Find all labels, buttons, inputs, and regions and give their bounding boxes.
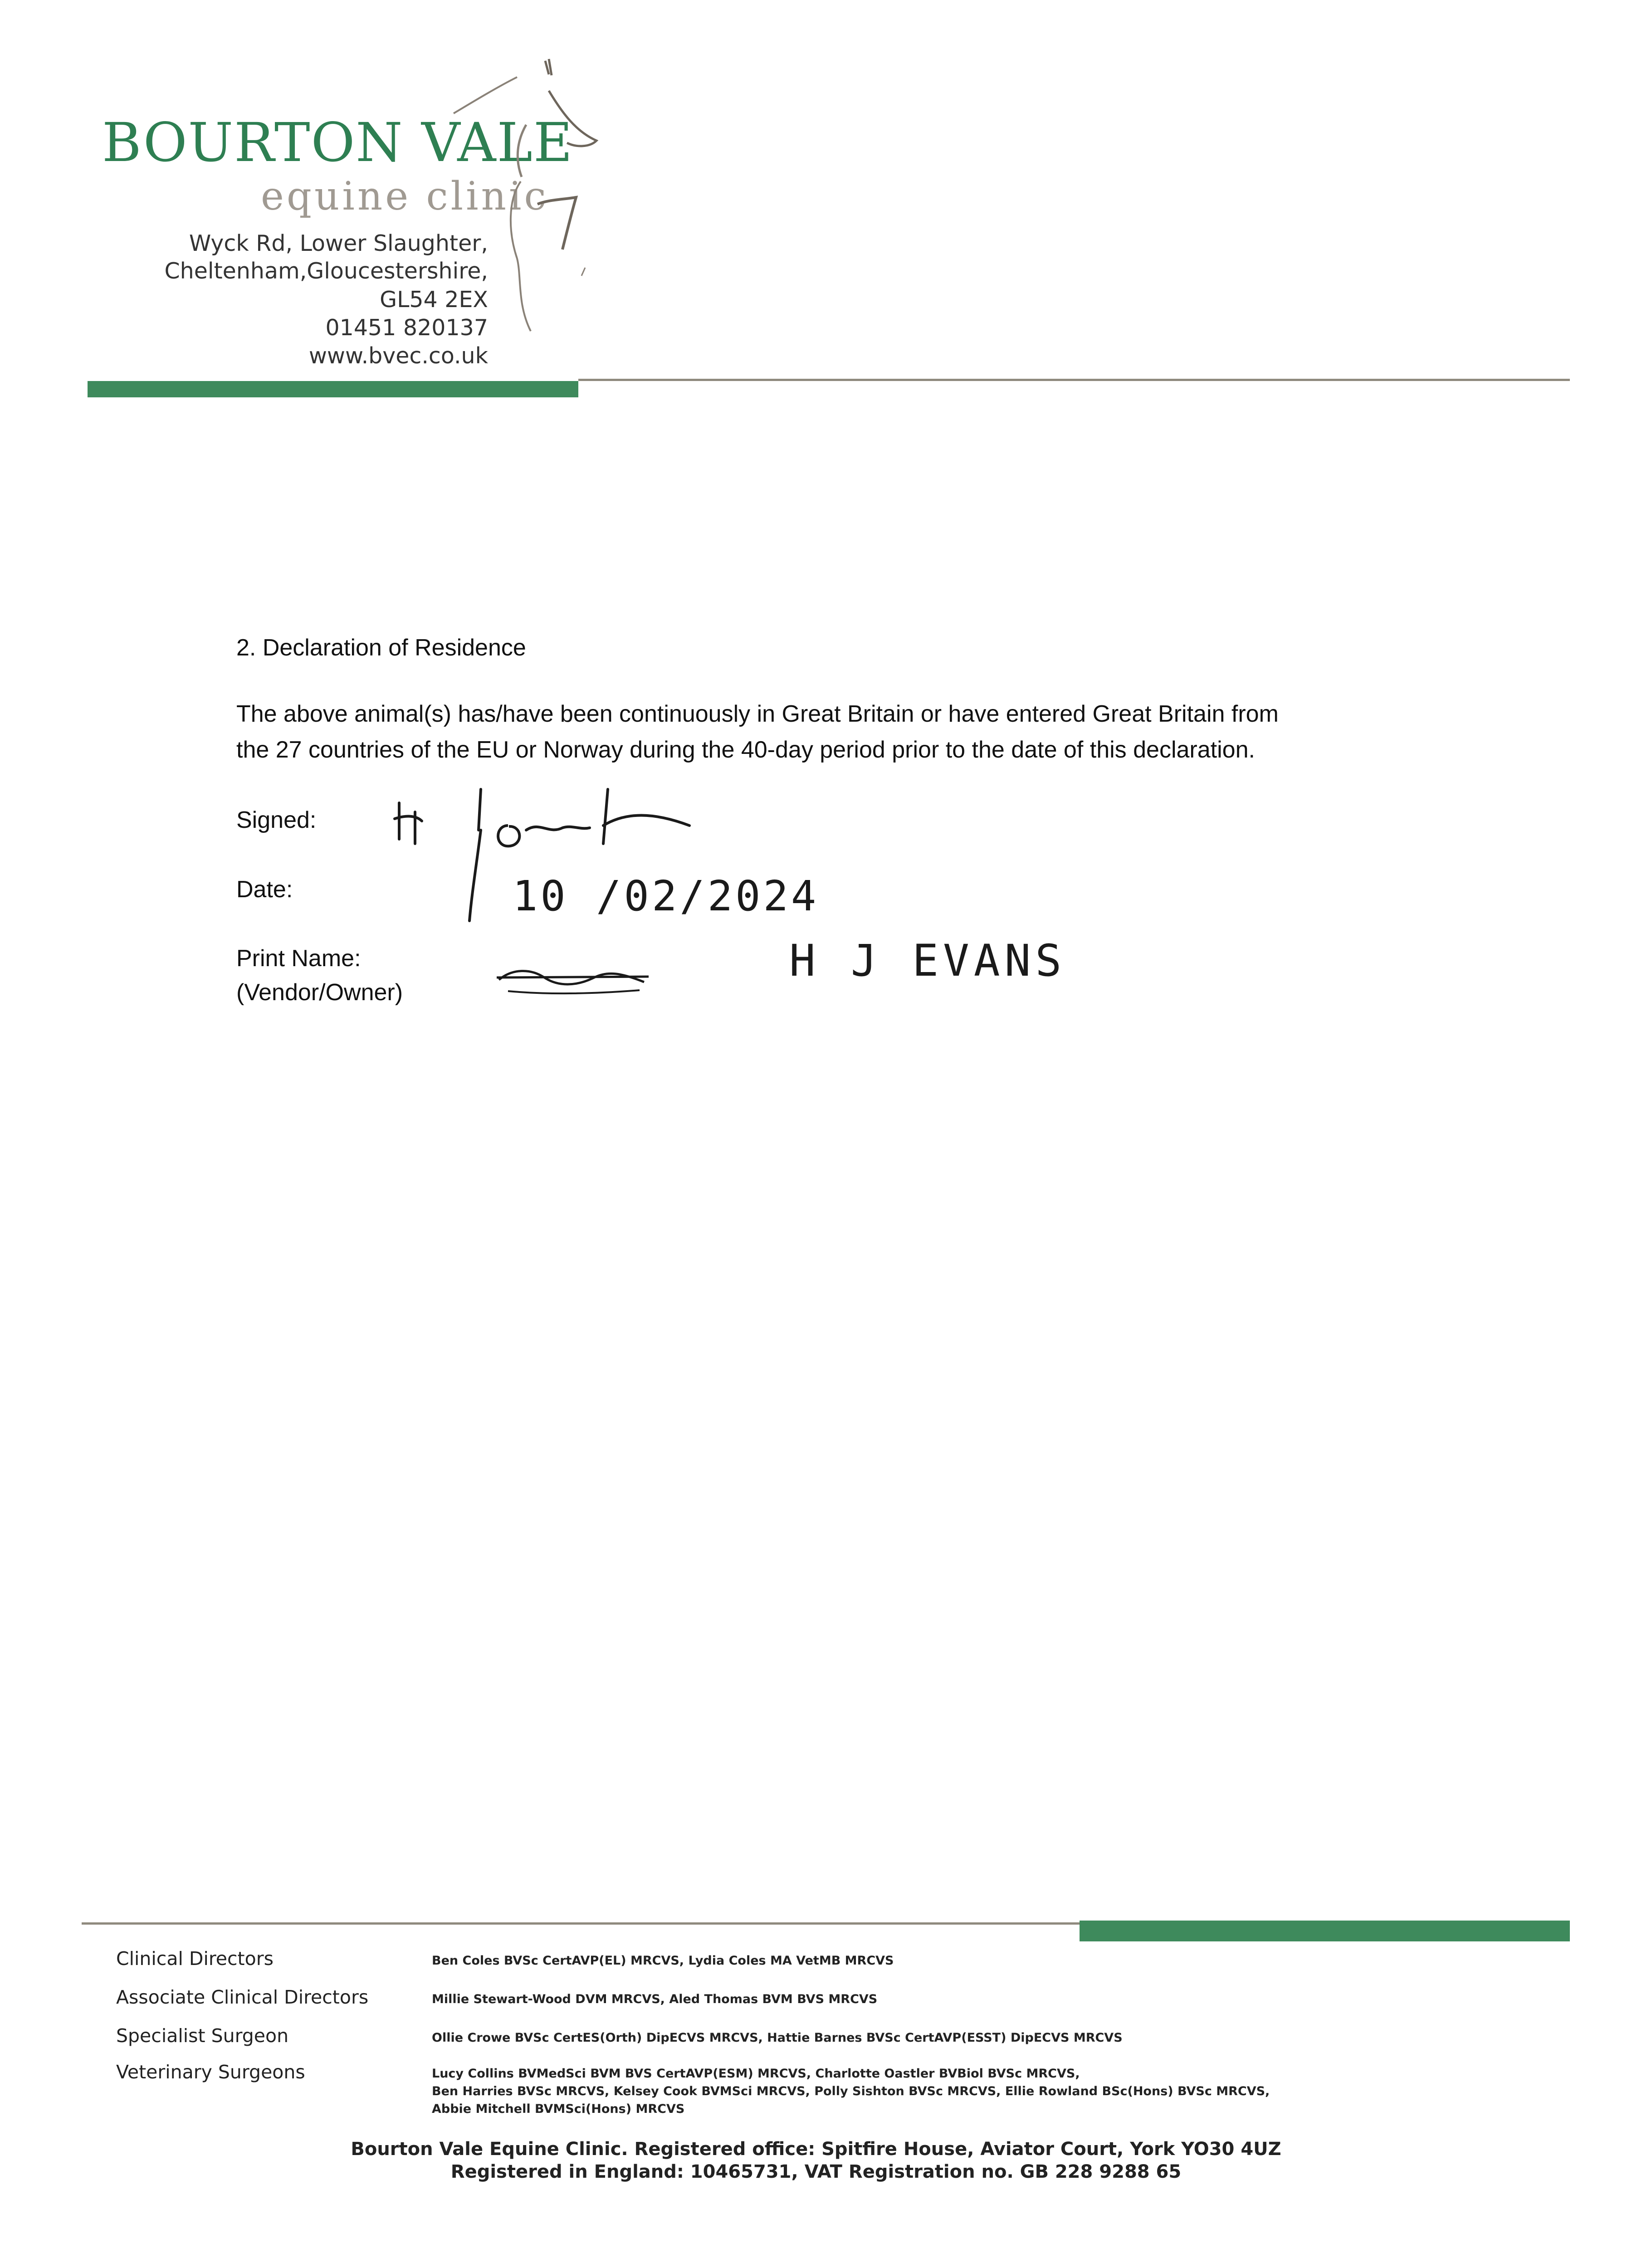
names-veterinary-surgeons-line-1: Lucy Collins BVMedSci BVM BVS CertAVP(ESM) MRCVS, Charlotte Oastler BVBiol BVSc MRCVS, [432,2067,1080,2081]
role-clinical-directors: Clinical Directors [116,1948,274,1970]
address-website: www.bvec.co.uk [308,343,488,369]
company-registration: Registered in England: 10465731, VAT Registration no. GB 228 9288 65 [450,2161,1182,2182]
address-postcode: GL54 2EX [380,287,488,313]
names-associate-clinical-directors: Millie Stewart-Wood DVM MRCVS, Aled Thomas BVM BVS MRCVS [432,1992,878,2006]
section-heading: 2. Declaration of Residence [236,635,526,661]
names-clinical-directors: Ben Coles BVSc CertAVP(EL) MRCVS, Lydia Coles MA VetMB MRCVS [432,1954,894,1968]
address-line-2: Cheltenham,Gloucestershire, [164,258,488,284]
role-specialist-surgeon: Specialist Surgeon [116,2025,289,2047]
role-veterinary-surgeons: Veterinary Surgeons [116,2061,305,2083]
names-veterinary-surgeons-line-3: Abbie Mitchell BVMSci(Hons) MRCVS [432,2102,685,2116]
crossed-out-scribble [494,959,658,1000]
names-veterinary-surgeons-line-2: Ben Harries BVSc MRCVS, Kelsey Cook BVMSci MRCVS, Polly Sishton BVSc MRCVS, Ellie Rowland BSc(Hons) BVSc MRCVS, [432,2084,1270,2098]
print-name-label: Print Name: [236,945,361,972]
print-name-sublabel: (Vendor/Owner) [236,979,403,1006]
footer-rule [82,1922,1080,1925]
role-associate-clinical-directors: Associate Clinical Directors [116,1986,369,2008]
signed-label: Signed: [236,807,317,833]
declaration-text-line-2: the 27 countries of the EU or Norway during the 40-day period prior to the date of this declaration. [236,737,1255,763]
footer-green-bar [1080,1921,1570,1941]
header-rule [578,379,1570,381]
address-phone: 01451 820137 [325,315,488,341]
clinic-subtitle: equine clinic [261,174,549,219]
address-line-1: Wyck Rd, Lower Slaughter, [189,230,488,256]
registered-office: Bourton Vale Equine Clinic. Registered office: Spitfire House, Aviator Court, York YO30 4UZ [351,2139,1281,2160]
declaration-text-line-1: The above animal(s) has/have been continuously in Great Britain or have entered Great Britain from [236,701,1279,727]
clinic-name: BOURTON VALE [102,111,573,174]
names-specialist-surgeon: Ollie Crowe BVSc CertES(Orth) DipECVS MRCVS, Hattie Barnes BVSc CertAVP(ESST) DipECVS MRCVS [432,2031,1123,2045]
print-name-value: H J EVANS [789,935,1066,986]
date-value: 10 /02/2024 [513,872,819,920]
header-green-bar [88,381,578,397]
date-label: Date: [236,876,293,903]
